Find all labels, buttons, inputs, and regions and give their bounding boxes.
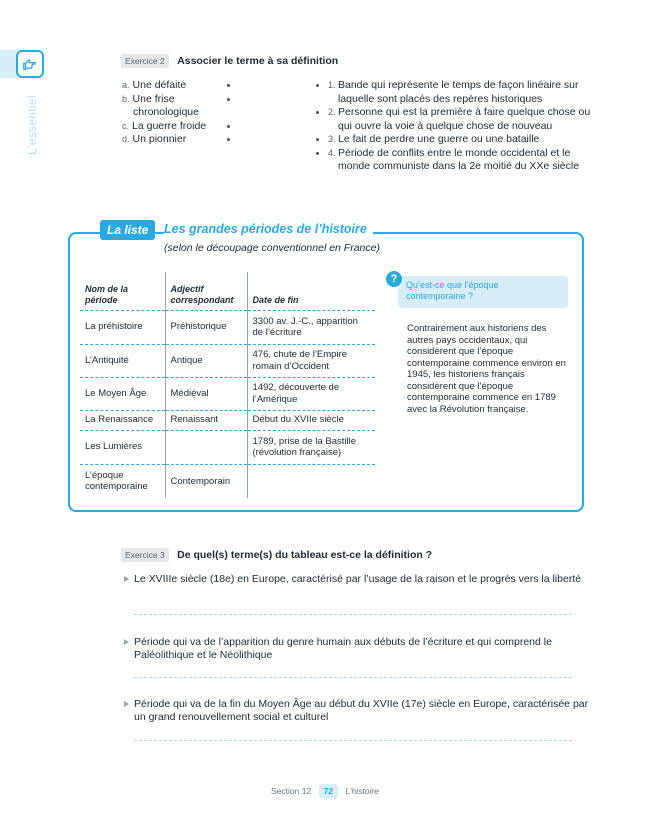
exercise3-title: De quel(s) terme(s) du tableau est-ce la définition ?	[177, 548, 433, 561]
header-adjectif: Adjectif correspondant	[165, 272, 247, 310]
cell-nom: La préhistoire	[80, 310, 165, 344]
table-row	[80, 410, 375, 430]
cell-adjectif: Renaissant	[165, 410, 247, 430]
match-dot[interactable]	[316, 111, 319, 114]
faq-question: Qu’est-ce que l’époque contemporaine ?	[398, 276, 568, 308]
definitions-list	[316, 79, 596, 174]
periods-table	[80, 272, 375, 498]
match-dot[interactable]	[316, 152, 319, 155]
match-dot[interactable]	[227, 138, 230, 141]
term-c[interactable]: c. La guerre froide	[122, 120, 242, 134]
liste-title: Les grandes périodes de l’histoire	[164, 222, 373, 236]
definition-3[interactable]: 3. Le fait de perdre une guerre ou une bataille	[316, 133, 596, 147]
cell-nom: L’Antiquité	[80, 344, 165, 377]
cell-date: 476, chute de l’Empire romain d’Occident	[247, 344, 375, 377]
answer-line-3[interactable]	[134, 740, 572, 741]
cell-date: Début du XVIIe siècle	[247, 410, 375, 430]
match-dot[interactable]	[316, 84, 319, 87]
question-2: Période qui va de l’apparition du genre humain aux débuts de l’écriture et qui comprend le Paléolithique et le Néolithique	[124, 636, 589, 662]
definition-4[interactable]: 4. Période de conflits entre le monde occidental et le monde communiste dans la 2e moitié du XXe siècle	[316, 147, 596, 174]
exercise2-badge: Exercice 2	[121, 54, 169, 68]
footer-chapter: L’histoire	[345, 786, 379, 796]
cell-date: 1789, prise de la Bastille (révolution française)	[247, 430, 375, 464]
match-dot[interactable]	[316, 138, 319, 141]
faq-answer: Contrairement aux historiens des autres pays occidentaux, qui considèrent que l’époque contemporaine commence environ en 1945, les historiens français considèrent que l’époque contemporaine commence en 1789 avec la Révolution française.	[407, 323, 566, 415]
match-dot[interactable]	[227, 98, 230, 101]
exercise3-badge: Exercice 3	[121, 548, 169, 562]
table-row	[80, 464, 375, 498]
question-1: Le XVIIIe siècle (18e) en Europe, caractérisé par l’usage de la raison et le progrès vers la liberté	[124, 573, 589, 586]
sidebar-tab[interactable]	[16, 50, 44, 78]
exercise2-header	[121, 52, 338, 70]
table-header-row	[80, 272, 375, 310]
cell-nom: Le Moyen Âge	[80, 377, 165, 410]
cell-adjectif: Antique	[165, 344, 247, 377]
terms-list	[122, 79, 242, 147]
footer-section: Section 12	[271, 786, 312, 796]
sidebar-label: L'essentiel	[25, 95, 39, 155]
liste-badge: La liste	[100, 220, 155, 240]
page-footer	[0, 784, 650, 798]
triangle-bullet-icon	[124, 701, 129, 707]
table-row	[80, 430, 375, 464]
cell-date	[247, 464, 375, 498]
table-row	[80, 377, 375, 410]
triangle-bullet-icon	[124, 576, 129, 582]
header-date: Date de fin	[247, 272, 375, 310]
definition-2[interactable]: 2. Personne qui est la première à faire quelque chose ou qui ouvre la voie à quelque chose de nouveau	[316, 106, 596, 133]
term-b[interactable]: b. Une frise chronologique	[122, 93, 242, 120]
question-icon: ?	[386, 271, 402, 287]
cell-nom: La Renaissance	[80, 410, 165, 430]
term-a[interactable]: a. Une défaite	[122, 79, 242, 93]
cell-adjectif: Médiéval	[165, 377, 247, 410]
cell-nom: L’époque contemporaine	[80, 464, 165, 498]
cell-nom: Les Lumières	[80, 430, 165, 464]
answer-line-1[interactable]	[134, 614, 572, 615]
table-row	[80, 310, 375, 344]
cell-adjectif: Contemporain	[165, 464, 247, 498]
pointing-hand-icon	[21, 55, 39, 73]
match-dot[interactable]	[227, 84, 230, 87]
liste-subtitle: (selon le découpage conventionnel en France)	[164, 242, 380, 254]
question-3: Période qui va de la fin du Moyen Âge au début du XVIIe (17e) siècle en Europe, caractérisée par un grand renouvellement social et culturel	[124, 698, 589, 724]
cell-adjectif	[165, 430, 247, 464]
table-row	[80, 344, 375, 377]
definition-1[interactable]: 1. Bande qui représente le temps de façon linéaire sur laquelle sont placés des repères historiques	[316, 79, 596, 106]
sidebar-strip	[0, 50, 16, 78]
match-dot[interactable]	[227, 125, 230, 128]
term-d[interactable]: d. Un pionnier	[122, 133, 242, 147]
answer-line-2[interactable]	[134, 677, 572, 678]
exercise3-header	[121, 546, 432, 564]
triangle-bullet-icon	[124, 639, 129, 645]
page-number: 72	[319, 784, 338, 798]
header-nom: Nom de la période	[80, 272, 165, 310]
cell-date: 1492, découverte de l’Amérique	[247, 377, 375, 410]
cell-date: 3300 av. J.-C., apparition de l’écriture	[247, 310, 375, 344]
exercise2-title: Associer le terme à sa définition	[177, 54, 339, 67]
cell-adjectif: Préhistorique	[165, 310, 247, 344]
